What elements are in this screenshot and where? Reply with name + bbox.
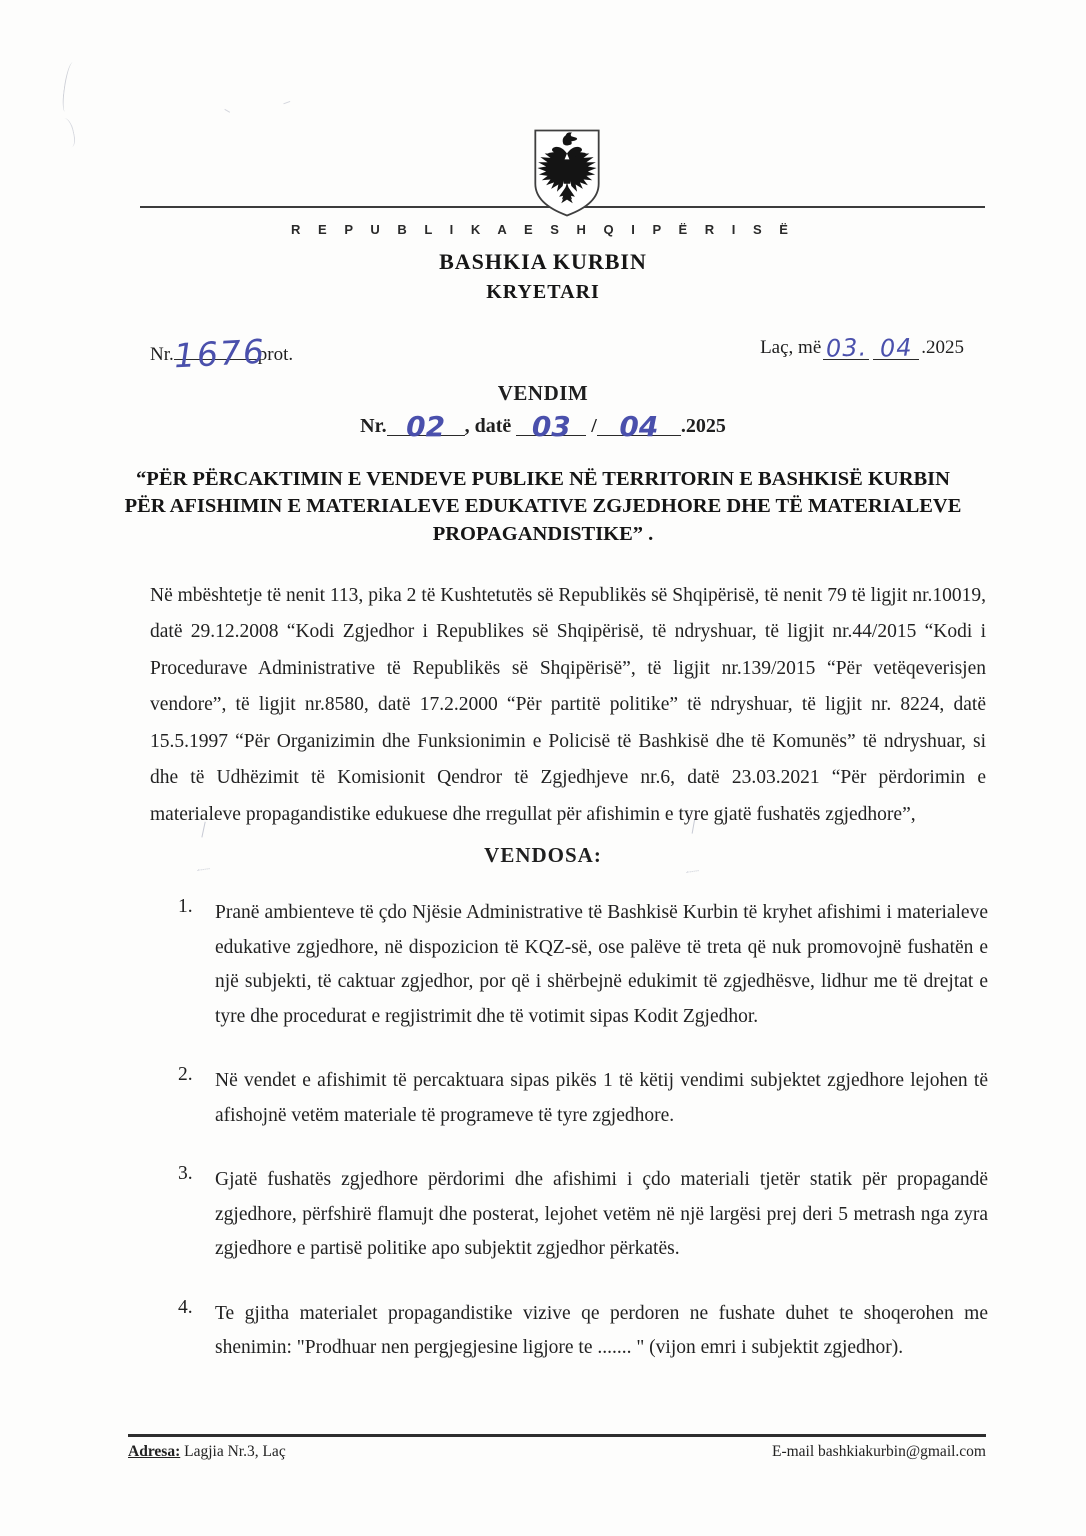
date-day-slot bbox=[823, 333, 869, 363]
albania-eagle-emblem-icon bbox=[531, 127, 603, 219]
resolution-list bbox=[178, 896, 988, 1396]
list-item bbox=[178, 1064, 988, 1133]
handwritten-decision-day: 03 bbox=[531, 410, 571, 443]
decision-date-separator: / bbox=[591, 415, 597, 437]
decision-year: .2025 bbox=[680, 415, 726, 437]
decision-nr-label: Nr. bbox=[360, 415, 387, 437]
legal-preamble: Në mbështetje të nenit 113, pika 2 të Kushtetutës së Republikës së Shqipërisë, të nenit 79 të ligjit nr.10019, datë 29.12.2008 “Kodi Zgjedhor i Republikes së Shqipërisë, të ndryshuar, të ligjit nr.44/2015 “Kodi i Procedurave Administrative të Republikës së Shqipërisë”, të ligjit nr.139/2015 “Për vetëqeverisjen vendore”, të ligjit nr.8580, datë 17.2.2000 “Për partitë politike” të ndryshuar, të ligjit nr. 8224, datë 15.5.1997 “Për Organizimin dhe Funksionimin e Policisë të Bashkisë dhe të Komunës” të ndryshuar, si dhe të Udhëzimit të Komisionit Qendror të Zgjedhjeve nr.6, datë 23.03.2021 “Për përdorimin e materialeve propagandistike edukuese dhe rregullat për afishimin e tyre gjatë fushatës zgjedhore”, bbox=[150, 585, 986, 825]
decision-date-label: , datë bbox=[464, 415, 512, 437]
protocol-number bbox=[150, 331, 294, 376]
list-item-text: Pranë ambienteve të çdo Njësie Administrative të Bashkisë Kurbin të kryhet afishimi i materialeve edukative zgjedhore, në dispozicion të KQZ-së, ose palëve të treta që nuk promovojnë fushatën e një subjekti, të caktuar zgjedhor, por që i shërbejnë edukimit të zgjedhësve, lidhur me të drejtat e tyre dhe procedurat e regjistrimit dhe të votimit sipas Kodit Zgjedhor. bbox=[215, 902, 988, 1027]
municipality-title: BASHKIA KURBIN bbox=[439, 249, 647, 274]
handwritten-month: 04 bbox=[879, 333, 913, 363]
list-item-text: Te gjitha materialet propagandistike vizive qe perdoren ne fushate duhet te shoqerohen me shenimin: "Prodhuar nen pergjegjesine ligjore te ....... " (vijon emri i subjektit zgjedhor). bbox=[215, 1302, 988, 1358]
scan-artifact bbox=[283, 101, 291, 108]
place-date bbox=[760, 333, 964, 363]
handwritten-day: 03. bbox=[825, 333, 868, 363]
decision-month-slot bbox=[597, 410, 681, 443]
decision-nr-slot bbox=[387, 410, 465, 443]
decision-heading: VENDIM bbox=[497, 381, 589, 405]
list-item-number: 4. bbox=[178, 1296, 193, 1318]
list-item-number: 1. bbox=[178, 896, 193, 917]
handwritten-protocol-number: 1676 bbox=[172, 331, 267, 376]
footer-address bbox=[128, 1443, 286, 1461]
scan-artifact bbox=[222, 109, 230, 117]
document-title: “PËR PËRCAKTIMIN E VENDEVE PUBLIKE NË TERRITORIN E BASHKISË KURBIN PËR AFISHIMIN E MATERIALEVE EDUKATIVE ZGJEDHORE DHE TË MATERIALEVE PROPAGANDISTIKE” . bbox=[124, 468, 962, 545]
office-title: KRYETARI bbox=[486, 281, 600, 303]
scan-artifact bbox=[61, 62, 77, 113]
decision-day-slot bbox=[516, 410, 586, 443]
place-date-prefix: Laç, më bbox=[760, 337, 822, 358]
list-item-number: 2. bbox=[178, 1064, 193, 1085]
address-label: Adresa: bbox=[128, 1443, 181, 1460]
list-item bbox=[178, 1163, 988, 1267]
republic-title: R E P U B L I K A E S H Q I P Ë R I S Ë bbox=[291, 222, 795, 237]
decision-number-line bbox=[0, 410, 1086, 443]
list-item bbox=[178, 1297, 988, 1366]
list-item-number: 3. bbox=[178, 1163, 193, 1184]
list-item-text: Gjatë fushatës zgjedhore përdorimi dhe afishimi i çdo materiali tjetër statik për propagandë zgjedhore, përfshirë flamujt dhe posterat, lejohet vetëm në një largësi prej deri 5 metrash nga zyra zgjedhore e partisë politike apo subjektit zgjedhor përkatës. bbox=[215, 1169, 988, 1259]
resolution-heading: VENDOSA: bbox=[484, 843, 602, 867]
list-item bbox=[178, 896, 988, 1034]
list-item-text: Në vendet e afishimit të percaktuara sipas pikës 1 të këtij vendimi subjektet zgjedhore lejohen të afishojnë vetëm materiale të programeve të tyre zgjedhore. bbox=[215, 1070, 988, 1126]
protocol-nr-slot bbox=[172, 331, 267, 376]
protocol-row bbox=[150, 331, 964, 376]
footer bbox=[128, 1443, 986, 1461]
handwritten-decision-month: 04 bbox=[619, 410, 659, 443]
date-year: .2025 bbox=[921, 337, 964, 358]
scan-artifact bbox=[57, 117, 77, 149]
handwritten-decision-number: 02 bbox=[406, 410, 446, 443]
footer-divider-line bbox=[128, 1434, 986, 1437]
protocol-prot-label: prot. bbox=[257, 344, 294, 365]
address-value: Lagjia Nr.3, Laç bbox=[180, 1443, 286, 1460]
footer-email: E-mail bashkiakurbin@gmail.com bbox=[771, 1443, 986, 1460]
date-month-slot bbox=[873, 333, 919, 363]
protocol-nr-label: Nr. bbox=[150, 344, 174, 365]
